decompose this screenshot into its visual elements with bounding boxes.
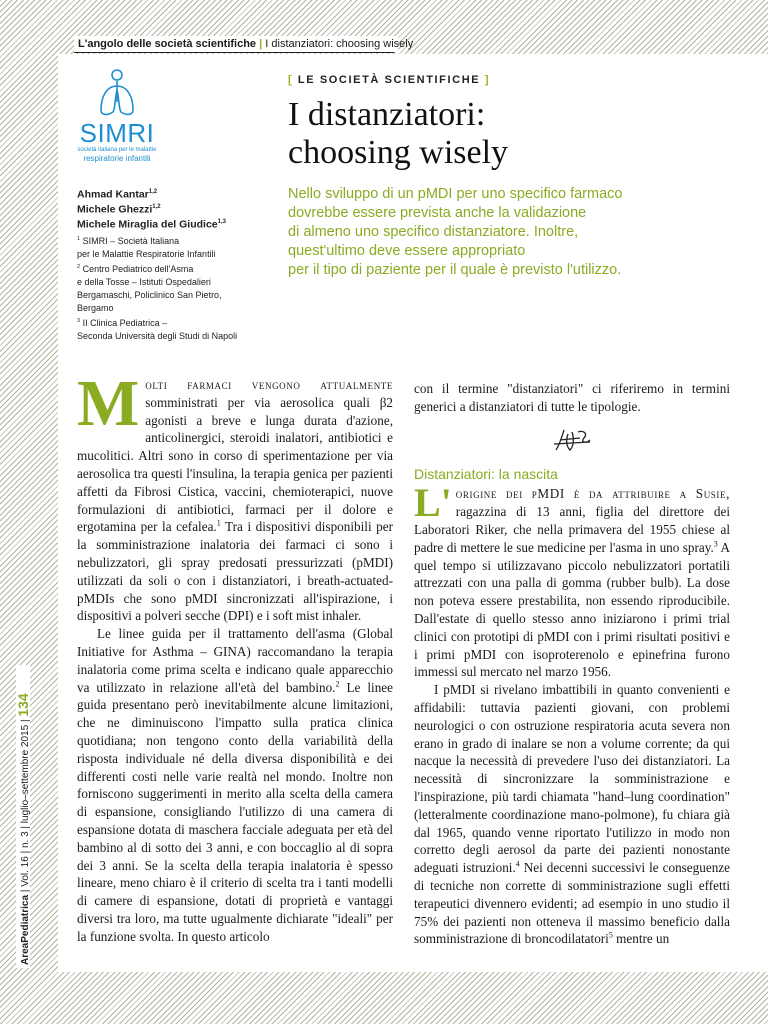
paragraph: Le linee guida per il trattamento dell'asma (Global Initiative for Asthma – GINA) raccomandano la terapia inalatoria come prima scelta e indicano quale apparecchio va utilizzato in relazione all'età del bambino.$^2$ Le linee guida presentano però inevitabilmente alcune limitazioni, che ne diminuiscono l'impatto sulla pratica clinica quotidiana; non tengono conto della variabilità della risposta individuale né della diversa disponibilità e dei differenti costi nelle varie realtà nel mondo. Inoltre non forniscono suggerimenti in merito alla scelta della camera di espansione, consigliando l'utilizzo di una camera di espansione dotata di maschera facciale adeguata per età del bambino al di sotto dei 3 anni, e con boccaglio al di sopra dei 3 anni. Se la scelta della terapia inalatoria è spesso lineare, meno chiaro è il criterio di scelta tra i tanti modelli di camere di espansione, dotati di proprietà e vantaggi diversi tra loro, ma tutte ugualmente dichiarate "ideali" per la funzione svolta. In questo articolo bbox=[77, 626, 393, 944]
affiliation-line: $^3$ II Clinica Pediatrica – bbox=[77, 318, 168, 328]
logo-name: SIMRI bbox=[79, 118, 155, 148]
article-abstract: Nello sviluppo di un pMDI per uno specifico farmaco dovrebbe essere prevista anche la validazione di almeno uno specifico distanziatore. Inoltre, quest'ultimo deve essere appropriato per il tipo di paziente per il quale è previsto l'utilizzo. bbox=[288, 186, 623, 278]
journal-number: n. 3 bbox=[20, 831, 31, 849]
author-2: Michele Ghezzi$^{1,2}$ bbox=[77, 203, 161, 216]
header-rule bbox=[74, 52, 394, 53]
affiliation-line: per le Malattie Respiratorie Infantili bbox=[77, 249, 216, 259]
affiliation-line: Bergamaschi, Policlinico San Pietro, bbox=[77, 290, 222, 300]
lungs-figure-icon bbox=[95, 68, 139, 120]
running-header bbox=[74, 36, 414, 52]
journal-date: luglio–settembre 2015 bbox=[20, 724, 31, 824]
body-column-left bbox=[77, 367, 393, 946]
title-line-1: I distanziatori: bbox=[288, 96, 486, 133]
section-heading: Distanziatori: la nascita bbox=[414, 465, 558, 482]
affiliations bbox=[77, 233, 277, 343]
simri-logo bbox=[72, 68, 162, 164]
section-kicker: [ LE SOCIETÀ SCIENTIFICHE ] bbox=[288, 74, 491, 86]
author-3: Michele Miraglia del Giudice$^{1,3}$ bbox=[77, 218, 226, 231]
header-separator: | bbox=[259, 38, 263, 50]
header-section: L'angolo delle società scientifiche bbox=[78, 38, 257, 50]
paragraph: Molti farmaci vengono attualmente somministrati per via aerosolica quali β2 agonisti a breve e lunga durata d'azione, anticolinergici, steroidi inalatori, antibiotici e mucolitici. Altri sono in corso di sperimentazione per via aerosolica tra questi l'insulina, la terapia genica per pazienti affetti da Fibrosi Cistica, vaccini, chemioterapici, nuove formulazioni di antibiotici, farmaci per il dolore e ergotamina per la cefalea.$^1$ Tra i dispositivi disponibili per la somministrazione inalatoria dei farmaci ci sono i nebulizzatori, gli spray predosati pressurizzati (pMDI) utilizzati da soli o con i distanziatori, i breath-actuated-pMDIs che sono pMDI sincronizzati all'ispirazione, i dispositivi a polveri secche (DPI) e i soft mist inhaler. bbox=[77, 367, 393, 624]
affiliation-line: $^2$ Centro Pediatrico dell'Asma bbox=[77, 264, 194, 274]
title-line-2: choosing wisely bbox=[288, 134, 509, 171]
affiliation-line: e della Tosse – Istituti Ospedalieri bbox=[77, 277, 211, 287]
logo-subtitle-1: società italiana per le malattie bbox=[77, 147, 157, 153]
affiliation-line: $^1$ SIMRI – Società Italiana bbox=[77, 236, 180, 246]
affiliation-line: Bergamo bbox=[77, 303, 114, 313]
drop-cap: L' bbox=[414, 480, 452, 526]
signature-ornament bbox=[414, 426, 730, 454]
header-page-title: I distanziatori: choosing wisely bbox=[265, 38, 414, 50]
page-number: 134 bbox=[15, 693, 31, 717]
affiliation-line: Seconda Università degli Studi di Napoli bbox=[77, 331, 238, 341]
journal-sidebar: AreaPediatrica | Vol. 16 | n. 3 | luglio–settembre 2015 | 134 bbox=[16, 665, 30, 968]
article-title bbox=[288, 96, 708, 172]
journal-name: AreaPediatrica bbox=[20, 894, 31, 965]
paragraph: con il termine "distanziatori" ci riferiremo in termini generici a distanziatori di tutte le tipologie. bbox=[414, 381, 730, 414]
drop-cap: M bbox=[77, 367, 140, 440]
paragraph: I pMDI si rivelano imbattibili in quanto convenienti e affidabili: tuttavia pazienti giovani, con problemi neurologici o con ostruzione respiratoria acuta severa non erano in grado di inalare se non a volume corrente; da qui nacque la necessità di prevedere l'uso dei distanziatori. La necessità di sincronizzare la somministrazione e l'inspirazione, più tardi chiamata "hand–lung coordination" (letteralmente coordinazione mano-polmone), fu chiara già dal 1965, quando venne riportato l'utilizzo in modo non corretto degli aerosol da parte dei pazienti nonostante adeguati istruzioni.$^4$ Nei decenni successivi le conseguenze di tecniche non corrette di somministrazione sugli effetti terapeutici divennero evidenti; ad esempio in uno studio il 75% dei pazienti non otteneva il massimo beneficio dalla somministrazione di broncodilatatori$^5$ mentre un bbox=[414, 682, 730, 947]
authors-block bbox=[77, 186, 277, 343]
body-column-right bbox=[414, 380, 730, 948]
journal-volume: Vol. 16 bbox=[20, 856, 31, 887]
logo-subtitle-2: respiratorie infantili bbox=[83, 154, 151, 163]
author-1: Ahmad Kantar$^{1,2}$ bbox=[77, 188, 158, 201]
paragraph: L' origine dei pMDI è da attribuire a Susie, ragazzina di 13 anni, figlia del direttore dei Laboratori Riker, che nella primavera del 1955 chiese al padre di mettere le sue medicine per l'asma in uno spray.$^3$ A quel tempo si utilizzavano piccolo nebulizzatori portatili attrezzati con una palla di gomma (rubber bulb). La dose non poteva essere prestabilita, non essendo riproducibile. Dall'estate di quello stesso anno iniziarono i primi trial clinici con prototipi di pMDI con i primi risultati positivi e i primi pMDI con isoproterenolo e epinefrina furono immessi sul mercato nel marzo 1956. bbox=[414, 480, 731, 680]
